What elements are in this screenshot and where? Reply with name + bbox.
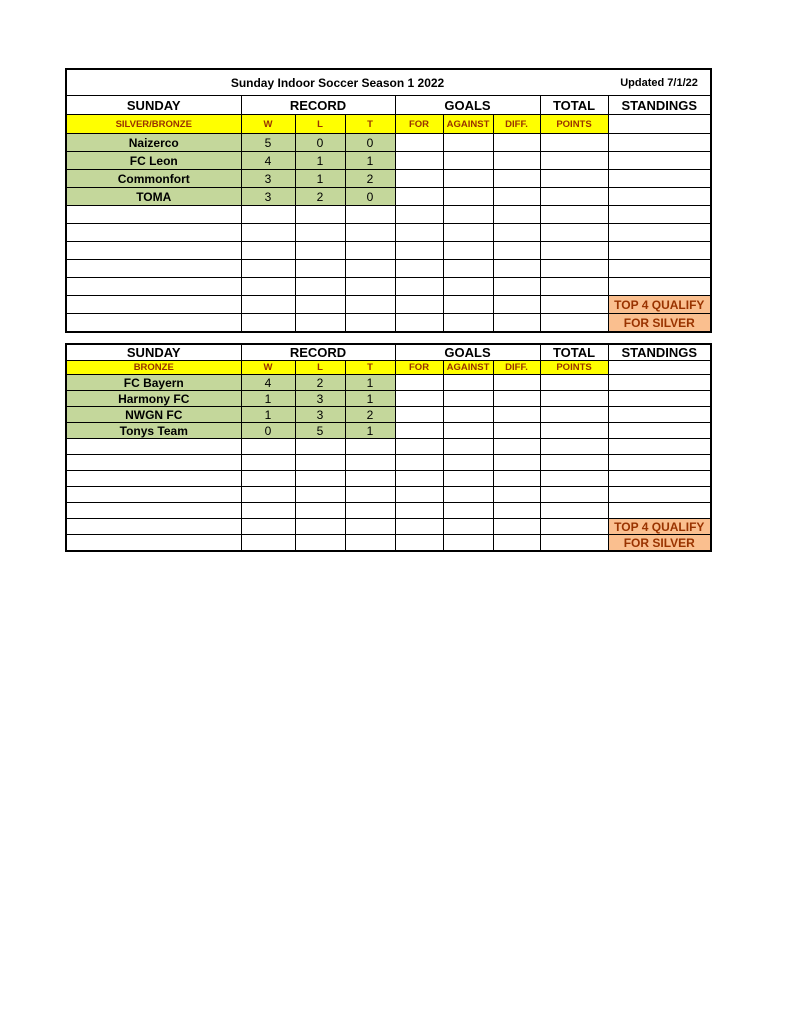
points-cell <box>540 152 608 170</box>
empty-cell <box>241 503 295 519</box>
empty-cell <box>493 206 540 224</box>
empty-cell <box>241 242 295 260</box>
team-row <box>66 375 711 391</box>
empty-cell <box>443 455 493 471</box>
empty-cell <box>66 503 241 519</box>
empty-cell <box>66 519 241 535</box>
empty-cell <box>608 260 711 278</box>
empty-cell <box>295 455 345 471</box>
empty-cell <box>443 296 493 314</box>
empty-cell <box>345 471 395 487</box>
empty-cell <box>66 439 241 455</box>
empty-cell <box>241 296 295 314</box>
empty-cell <box>241 535 295 552</box>
empty-cell <box>540 519 608 535</box>
goals-against-cell <box>443 407 493 423</box>
col-subheader-t: T <box>345 115 395 134</box>
col-header-goals: GOALS <box>395 344 540 361</box>
points-cell <box>540 391 608 407</box>
qualify-row <box>66 535 711 552</box>
goals-diff-cell <box>493 375 540 391</box>
empty-cell <box>241 278 295 296</box>
empty-cell <box>345 224 395 242</box>
col-subheader-w: W <box>241 115 295 134</box>
empty-cell <box>295 471 345 487</box>
col-subheader-against: AGAINST <box>443 115 493 134</box>
empty-cell <box>493 487 540 503</box>
empty-cell <box>241 439 295 455</box>
empty-cell <box>395 206 443 224</box>
empty-cell <box>345 314 395 333</box>
empty-cell <box>540 260 608 278</box>
team-row <box>66 134 711 152</box>
empty-cell <box>66 260 241 278</box>
col-header-total: TOTAL <box>540 344 608 361</box>
goals-diff-cell <box>493 423 540 439</box>
ties-cell: 1 <box>345 391 395 407</box>
col-subheader-l: L <box>295 115 345 134</box>
empty-cell <box>345 296 395 314</box>
empty-cell <box>66 314 241 333</box>
empty-cell <box>295 224 345 242</box>
points-cell <box>540 188 608 206</box>
empty-cell <box>295 503 345 519</box>
points-cell <box>540 134 608 152</box>
empty-cell <box>345 439 395 455</box>
goals-against-cell <box>443 375 493 391</box>
goals-for-cell <box>395 170 443 188</box>
losses-cell: 1 <box>295 170 345 188</box>
empty-cell <box>608 487 711 503</box>
qualify-row <box>66 296 711 314</box>
empty-cell <box>608 242 711 260</box>
col-subheader-points: POINTS <box>540 115 608 134</box>
empty-cell <box>395 455 443 471</box>
qualify-row <box>66 314 711 333</box>
goals-diff-cell <box>493 134 540 152</box>
losses-cell: 3 <box>295 391 345 407</box>
empty-cell <box>66 455 241 471</box>
losses-cell: 2 <box>295 188 345 206</box>
empty-cell <box>443 535 493 552</box>
empty-row <box>66 206 711 224</box>
empty-cell <box>66 278 241 296</box>
team-name-cell: Harmony FC <box>66 391 241 407</box>
wins-cell: 0 <box>241 423 295 439</box>
empty-cell <box>540 503 608 519</box>
col-subheader-w: W <box>241 361 295 375</box>
empty-row <box>66 503 711 519</box>
empty-cell <box>443 471 493 487</box>
team-name-cell: FC Bayern <box>66 375 241 391</box>
empty-cell <box>493 439 540 455</box>
col-header-sunday: SUNDAY <box>66 344 241 361</box>
col-subheader-diff: DIFF. <box>493 115 540 134</box>
col-subheader-l: L <box>295 361 345 375</box>
empty-cell <box>66 535 241 552</box>
empty-cell <box>540 439 608 455</box>
empty-cell <box>345 242 395 260</box>
division-label: SILVER/BRONZE <box>66 115 241 134</box>
col-header-record: RECORD <box>241 96 395 115</box>
empty-cell <box>493 519 540 535</box>
goals-against-cell <box>443 170 493 188</box>
col-header-standings: STANDINGS <box>608 96 711 115</box>
empty-cell <box>345 535 395 552</box>
goals-for-cell <box>395 391 443 407</box>
col-header-total: TOTAL <box>540 96 608 115</box>
team-row <box>66 188 711 206</box>
col-header-standings: STANDINGS <box>608 344 711 361</box>
ties-cell: 0 <box>345 134 395 152</box>
subheader-standings-cell <box>608 361 711 375</box>
empty-cell <box>493 242 540 260</box>
qualify-note-line2: FOR SILVER <box>608 535 711 552</box>
empty-cell <box>295 296 345 314</box>
empty-cell <box>241 260 295 278</box>
points-cell <box>540 375 608 391</box>
qualify-note-line1: TOP 4 QUALIFY <box>608 519 711 535</box>
title-row <box>66 69 711 96</box>
standings-cell <box>608 375 711 391</box>
empty-cell <box>493 503 540 519</box>
subheader-standings-cell <box>608 115 711 134</box>
empty-cell <box>345 519 395 535</box>
empty-cell <box>395 503 443 519</box>
empty-cell <box>540 242 608 260</box>
standings-cell <box>608 391 711 407</box>
empty-cell <box>608 439 711 455</box>
subheader-row <box>66 361 711 375</box>
empty-row <box>66 260 711 278</box>
ties-cell: 1 <box>345 152 395 170</box>
losses-cell: 0 <box>295 134 345 152</box>
empty-cell <box>345 487 395 503</box>
goals-against-cell <box>443 134 493 152</box>
empty-cell <box>608 224 711 242</box>
goals-diff-cell <box>493 391 540 407</box>
empty-cell <box>540 314 608 333</box>
empty-cell <box>66 471 241 487</box>
wins-cell: 4 <box>241 375 295 391</box>
wins-cell: 4 <box>241 152 295 170</box>
empty-cell <box>395 535 443 552</box>
goals-against-cell <box>443 152 493 170</box>
empty-cell <box>295 535 345 552</box>
empty-cell <box>443 314 493 333</box>
empty-cell <box>443 278 493 296</box>
wins-cell: 1 <box>241 407 295 423</box>
goals-for-cell <box>395 134 443 152</box>
empty-cell <box>608 278 711 296</box>
col-subheader-diff: DIFF. <box>493 361 540 375</box>
wins-cell: 3 <box>241 188 295 206</box>
empty-cell <box>295 278 345 296</box>
col-subheader-against: AGAINST <box>443 361 493 375</box>
empty-cell <box>295 242 345 260</box>
empty-row <box>66 242 711 260</box>
team-row <box>66 391 711 407</box>
empty-cell <box>443 519 493 535</box>
col-header-record: RECORD <box>241 344 395 361</box>
team-name-cell: Tonys Team <box>66 423 241 439</box>
empty-cell <box>443 260 493 278</box>
col-subheader-t: T <box>345 361 395 375</box>
wins-cell: 3 <box>241 170 295 188</box>
empty-cell <box>66 224 241 242</box>
ties-cell: 2 <box>345 407 395 423</box>
empty-row <box>66 455 711 471</box>
empty-cell <box>493 535 540 552</box>
losses-cell: 3 <box>295 407 345 423</box>
empty-cell <box>540 224 608 242</box>
team-name-cell: Commonfort <box>66 170 241 188</box>
standings-table-silver-bronze <box>65 68 712 333</box>
team-row <box>66 407 711 423</box>
empty-cell <box>443 206 493 224</box>
goals-diff-cell <box>493 170 540 188</box>
empty-cell <box>608 503 711 519</box>
empty-cell <box>241 471 295 487</box>
sheet-title: Sunday Indoor Soccer Season 1 2022 <box>66 69 608 96</box>
qualify-row <box>66 519 711 535</box>
empty-cell <box>493 455 540 471</box>
col-subheader-points: POINTS <box>540 361 608 375</box>
empty-cell <box>66 487 241 503</box>
empty-cell <box>345 503 395 519</box>
goals-for-cell <box>395 152 443 170</box>
subheader-row <box>66 115 711 134</box>
goals-against-cell <box>443 423 493 439</box>
standings-cell <box>608 188 711 206</box>
empty-cell <box>395 260 443 278</box>
goals-diff-cell <box>493 152 540 170</box>
goals-diff-cell <box>493 407 540 423</box>
empty-cell <box>241 487 295 503</box>
ties-cell: 1 <box>345 423 395 439</box>
empty-cell <box>295 439 345 455</box>
losses-cell: 1 <box>295 152 345 170</box>
empty-cell <box>241 455 295 471</box>
losses-cell: 5 <box>295 423 345 439</box>
empty-row <box>66 471 711 487</box>
empty-cell <box>345 206 395 224</box>
goals-diff-cell <box>493 188 540 206</box>
team-name-cell: Naizerco <box>66 134 241 152</box>
empty-cell <box>395 314 443 333</box>
empty-cell <box>540 471 608 487</box>
standings-cell <box>608 407 711 423</box>
empty-cell <box>395 296 443 314</box>
empty-cell <box>395 487 443 503</box>
empty-cell <box>295 314 345 333</box>
updated-date: Updated 7/1/22 <box>608 69 711 96</box>
empty-cell <box>395 278 443 296</box>
empty-cell <box>493 260 540 278</box>
empty-cell <box>345 278 395 296</box>
empty-cell <box>395 519 443 535</box>
empty-cell <box>241 314 295 333</box>
goals-for-cell <box>395 188 443 206</box>
empty-cell <box>443 439 493 455</box>
empty-cell <box>443 224 493 242</box>
ties-cell: 0 <box>345 188 395 206</box>
col-subheader-for: FOR <box>395 115 443 134</box>
empty-row <box>66 278 711 296</box>
goals-for-cell <box>395 407 443 423</box>
empty-cell <box>345 455 395 471</box>
empty-cell <box>66 242 241 260</box>
empty-cell <box>295 487 345 503</box>
team-row <box>66 170 711 188</box>
empty-cell <box>540 278 608 296</box>
empty-cell <box>395 242 443 260</box>
goals-for-cell <box>395 423 443 439</box>
empty-cell <box>608 455 711 471</box>
empty-row <box>66 487 711 503</box>
empty-cell <box>395 224 443 242</box>
empty-cell <box>493 471 540 487</box>
team-row <box>66 152 711 170</box>
empty-cell <box>493 224 540 242</box>
points-cell <box>540 407 608 423</box>
empty-cell <box>493 296 540 314</box>
team-name-cell: FC Leon <box>66 152 241 170</box>
empty-cell <box>66 296 241 314</box>
empty-cell <box>395 471 443 487</box>
qualify-note-line2: FOR SILVER <box>608 314 711 333</box>
empty-cell <box>540 455 608 471</box>
losses-cell: 2 <box>295 375 345 391</box>
ties-cell: 2 <box>345 170 395 188</box>
team-row <box>66 423 711 439</box>
standings-cell <box>608 170 711 188</box>
empty-cell <box>443 242 493 260</box>
standings-cell <box>608 134 711 152</box>
empty-cell <box>295 206 345 224</box>
standings-cell <box>608 423 711 439</box>
points-cell <box>540 423 608 439</box>
points-cell <box>540 170 608 188</box>
empty-row <box>66 224 711 242</box>
empty-cell <box>540 296 608 314</box>
team-name-cell: NWGN FC <box>66 407 241 423</box>
empty-cell <box>540 487 608 503</box>
group-header-row <box>66 344 711 361</box>
empty-cell <box>540 535 608 552</box>
ties-cell: 1 <box>345 375 395 391</box>
standings-table-bronze <box>65 343 712 552</box>
qualify-note-line1: TOP 4 QUALIFY <box>608 296 711 314</box>
empty-cell <box>540 206 608 224</box>
col-subheader-for: FOR <box>395 361 443 375</box>
empty-cell <box>345 260 395 278</box>
empty-cell <box>443 487 493 503</box>
empty-cell <box>241 206 295 224</box>
team-name-cell: TOMA <box>66 188 241 206</box>
goals-against-cell <box>443 188 493 206</box>
col-header-goals: GOALS <box>395 96 540 115</box>
empty-cell <box>66 206 241 224</box>
empty-cell <box>493 314 540 333</box>
group-header-row <box>66 96 711 115</box>
empty-cell <box>608 206 711 224</box>
col-header-sunday: SUNDAY <box>66 96 241 115</box>
empty-cell <box>443 503 493 519</box>
standings-cell <box>608 152 711 170</box>
empty-cell <box>395 439 443 455</box>
goals-against-cell <box>443 391 493 407</box>
empty-cell <box>493 278 540 296</box>
wins-cell: 1 <box>241 391 295 407</box>
division-label: BRONZE <box>66 361 241 375</box>
empty-cell <box>295 260 345 278</box>
empty-cell <box>241 224 295 242</box>
empty-cell <box>241 519 295 535</box>
wins-cell: 5 <box>241 134 295 152</box>
goals-for-cell <box>395 375 443 391</box>
empty-cell <box>608 471 711 487</box>
empty-row <box>66 439 711 455</box>
empty-cell <box>295 519 345 535</box>
